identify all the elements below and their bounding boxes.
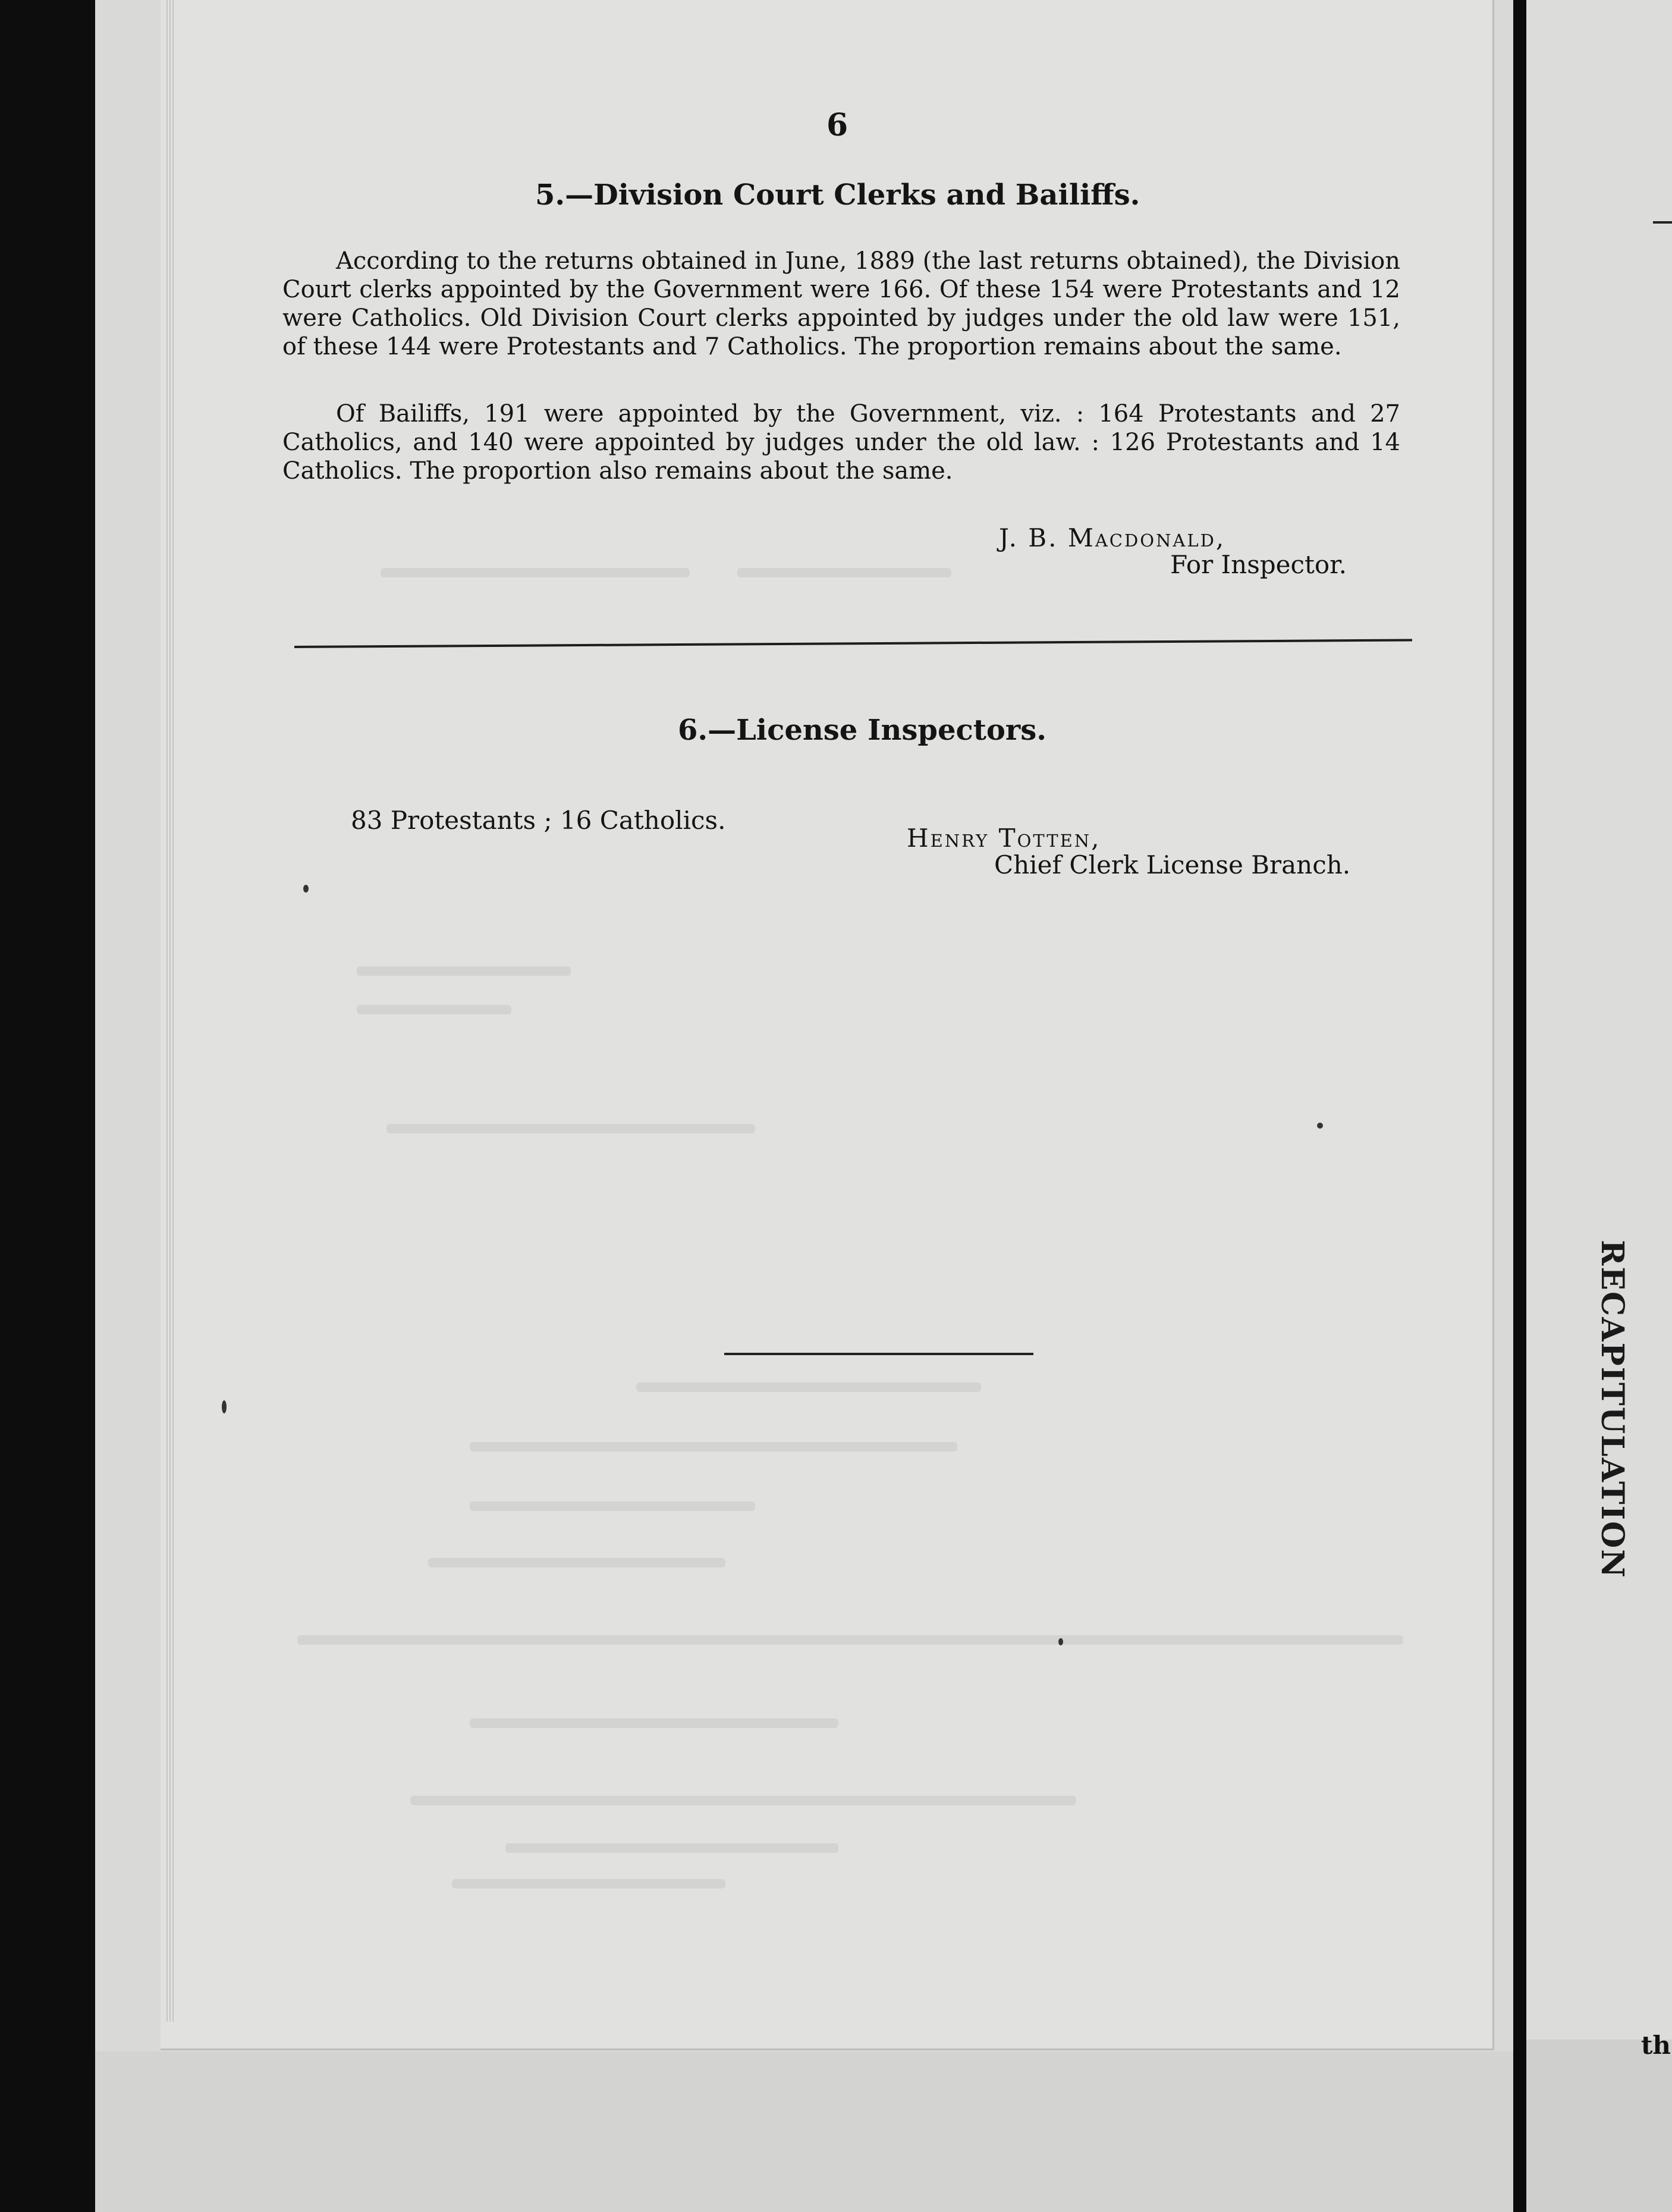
show-through-line (452, 1879, 725, 1889)
ink-speck (1058, 1638, 1063, 1645)
page-edge (166, 0, 175, 2022)
end-rule (724, 1353, 1033, 1355)
section-6-signature-title: Chief Clerk License Branch. (994, 850, 1351, 879)
show-through-line (470, 1442, 957, 1451)
show-through-line (297, 1635, 1403, 1645)
show-through-line (636, 1382, 981, 1392)
adjacent-page (1526, 0, 1672, 2212)
section-5-title: 5.—Division Court Clerks and Bailiffs. (535, 178, 1140, 212)
show-through-line (505, 1843, 838, 1853)
ink-speck (303, 885, 309, 893)
show-through-line (357, 1005, 511, 1014)
show-through-line (470, 1501, 755, 1511)
section-6-signature-name: Henry Totten, (907, 824, 1101, 853)
page-bottom-margin (95, 2051, 1513, 2212)
adjacent-page-heading: RECAPITULATION (1594, 1240, 1630, 1579)
show-through-line (386, 1124, 755, 1133)
ink-speck (1317, 1123, 1323, 1129)
page-number: 6 (826, 107, 848, 143)
adjacent-page-fragment: th (1641, 2031, 1671, 2060)
section-5-paragraph-1: According to the returns obtained in June, 1889 (the last returns obtained), the Division Court clerks appointed by the Government were 166. Of these 154 were Protestants and 12 were Catholics. Old Division Court clerks appointed by judges under the old law were 151, of these 144 were Protestants and 7 Catholics. The proportion remains about the same. (282, 247, 1400, 360)
section-5-paragraph-2: Of Bailiffs, 191 were appointed by the Government, viz. : 164 Protestants and 27 Catholics, and 140 were appointed by judges under the old law. : 126 Protestants and 14 Catholics. The proportion also remains about the same. (282, 400, 1400, 485)
adjacent-page-shadow (1526, 2040, 1672, 2212)
section-5-signature-name: J. B. Macdonald, (999, 523, 1226, 552)
section-5-signature-title: For Inspector. (1170, 550, 1347, 579)
show-through-line (470, 1718, 838, 1728)
show-through-line (410, 1796, 1076, 1805)
section-6-counts: 83 Protestants ; 16 Catholics. (351, 806, 726, 835)
show-through-line (381, 568, 690, 577)
adjacent-page-mark (1653, 221, 1672, 224)
show-through-line (737, 568, 951, 577)
section-6-title: 6.—License Inspectors. (678, 714, 1046, 747)
ink-speck (222, 1400, 227, 1413)
show-through-line (428, 1558, 725, 1567)
book-gutter (1513, 0, 1526, 2212)
show-through-line (357, 966, 571, 976)
